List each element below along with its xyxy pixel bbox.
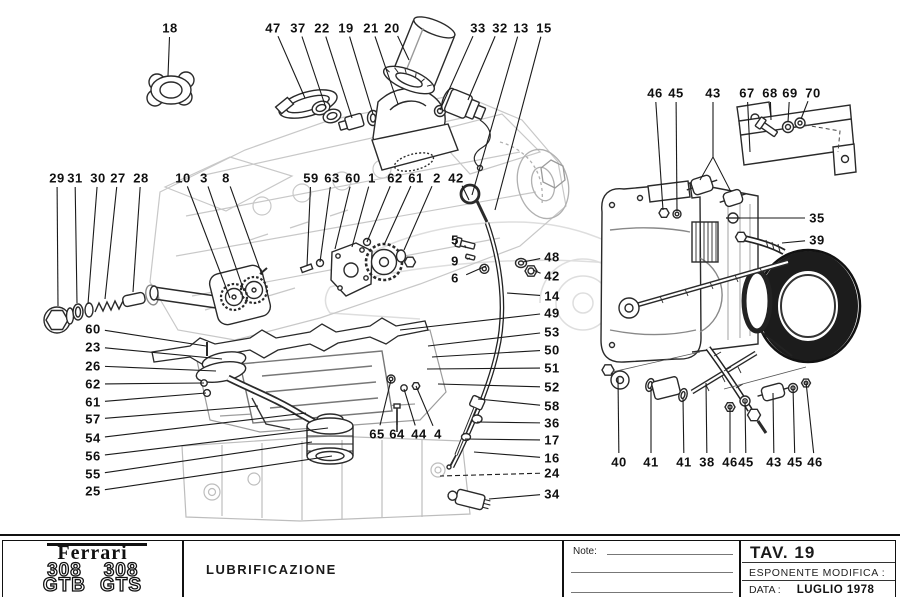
callout-62: 62 [85, 376, 101, 392]
note-label: Note: [573, 546, 597, 557]
callout-61: 61 [85, 394, 101, 410]
model-number: 308 [47, 560, 82, 581]
callout-59: 59 [303, 170, 319, 186]
note-line [607, 554, 733, 555]
callout-45: 45 [787, 454, 803, 470]
callout-34: 34 [544, 486, 560, 502]
data-row [742, 581, 895, 597]
callout-44: 44 [411, 426, 427, 442]
callout-41: 41 [676, 454, 692, 470]
callout-24: 24 [544, 465, 560, 481]
model-trim: GTB [42, 575, 87, 596]
data-label: DATA : [749, 584, 781, 596]
callout-65: 65 [369, 426, 385, 442]
callout-23: 23 [85, 339, 101, 355]
callout-6: 6 [451, 270, 459, 286]
model-badge-gtb [42, 560, 87, 596]
callout-27: 27 [110, 170, 126, 186]
callout-55: 55 [85, 466, 101, 482]
data-value: LUGLIO 1978 [796, 584, 875, 596]
callout-15: 15 [536, 20, 552, 36]
model-number: 308 [103, 560, 139, 581]
callout-62: 62 [387, 170, 403, 186]
plate-info-cell [742, 541, 895, 597]
brand-logo: Ferrari [57, 542, 128, 564]
callout-31: 31 [67, 170, 83, 186]
title-block-top-rule [0, 534, 900, 536]
callout-3: 3 [200, 170, 208, 186]
model-badges [3, 560, 182, 596]
callout-35: 35 [809, 210, 825, 226]
callout-33: 33 [470, 20, 486, 36]
callout-36: 36 [544, 415, 560, 431]
callout-41: 41 [643, 454, 659, 470]
callout-52: 52 [544, 379, 560, 395]
callout-56: 56 [85, 448, 101, 464]
callout-45: 45 [668, 85, 684, 101]
callout-43: 43 [705, 85, 721, 101]
callout-45: 45 [738, 454, 754, 470]
callout-17: 17 [544, 432, 560, 448]
callout-63: 63 [324, 170, 340, 186]
callout-21: 21 [363, 20, 379, 36]
callout-51: 51 [544, 360, 560, 376]
callout-9: 9 [451, 253, 459, 269]
callout-53: 53 [544, 324, 560, 340]
callout-68: 68 [762, 85, 778, 101]
callout-38: 38 [699, 454, 715, 470]
callout-46: 46 [647, 85, 663, 101]
callout-46: 46 [722, 454, 738, 470]
callout-32: 32 [492, 20, 508, 36]
brand-cell [3, 541, 182, 597]
callout-39: 39 [809, 232, 825, 248]
callout-61: 61 [408, 170, 424, 186]
tav-row [742, 541, 895, 563]
callout-25: 25 [85, 483, 101, 499]
callout-42: 42 [544, 268, 560, 284]
callout-28: 28 [133, 170, 149, 186]
callout-29: 29 [49, 170, 65, 186]
callout-57: 57 [85, 411, 101, 427]
callout-42: 42 [448, 170, 464, 186]
note-line [571, 592, 733, 593]
callout-19: 19 [338, 20, 354, 36]
callout-49: 49 [544, 305, 560, 321]
callout-16: 16 [544, 450, 560, 466]
plate-number: TAV. 19 [750, 543, 816, 562]
callout-58: 58 [544, 398, 560, 414]
section-cell [184, 541, 564, 597]
callout-20: 20 [384, 20, 400, 36]
model-trim: GTS [100, 575, 143, 596]
callout-69: 69 [782, 85, 798, 101]
callout-18: 18 [162, 20, 178, 36]
esponente-row [742, 563, 895, 581]
callout-54: 54 [85, 430, 101, 446]
callout-22: 22 [314, 20, 330, 36]
callout-48: 48 [544, 249, 560, 265]
callout-8: 8 [222, 170, 230, 186]
title-block [2, 540, 896, 597]
callout-37: 37 [290, 20, 306, 36]
callout-64: 64 [389, 426, 405, 442]
callout-5: 5 [451, 232, 459, 248]
callout-46: 46 [807, 454, 823, 470]
model-badge-gts [100, 560, 143, 596]
callout-10: 10 [175, 170, 191, 186]
callout-43: 43 [766, 454, 782, 470]
callout-50: 50 [544, 342, 560, 358]
callout-60: 60 [345, 170, 361, 186]
callout-4: 4 [434, 426, 442, 442]
callout-60: 60 [85, 321, 101, 337]
callout-47: 47 [265, 20, 281, 36]
note-line [571, 572, 733, 573]
callout-26: 26 [85, 358, 101, 374]
section-title: LUBRIFICAZIONE [206, 561, 337, 577]
callout-70: 70 [805, 85, 821, 101]
callout-13: 13 [513, 20, 529, 36]
callout-67: 67 [739, 85, 755, 101]
callout-14: 14 [544, 288, 560, 304]
callout-1: 1 [368, 170, 376, 186]
esponente-label: ESPONENTE MODIFICA : [749, 567, 886, 579]
callout-2: 2 [433, 170, 441, 186]
callout-30: 30 [90, 170, 106, 186]
callout-40: 40 [611, 454, 627, 470]
note-cell [565, 541, 741, 597]
